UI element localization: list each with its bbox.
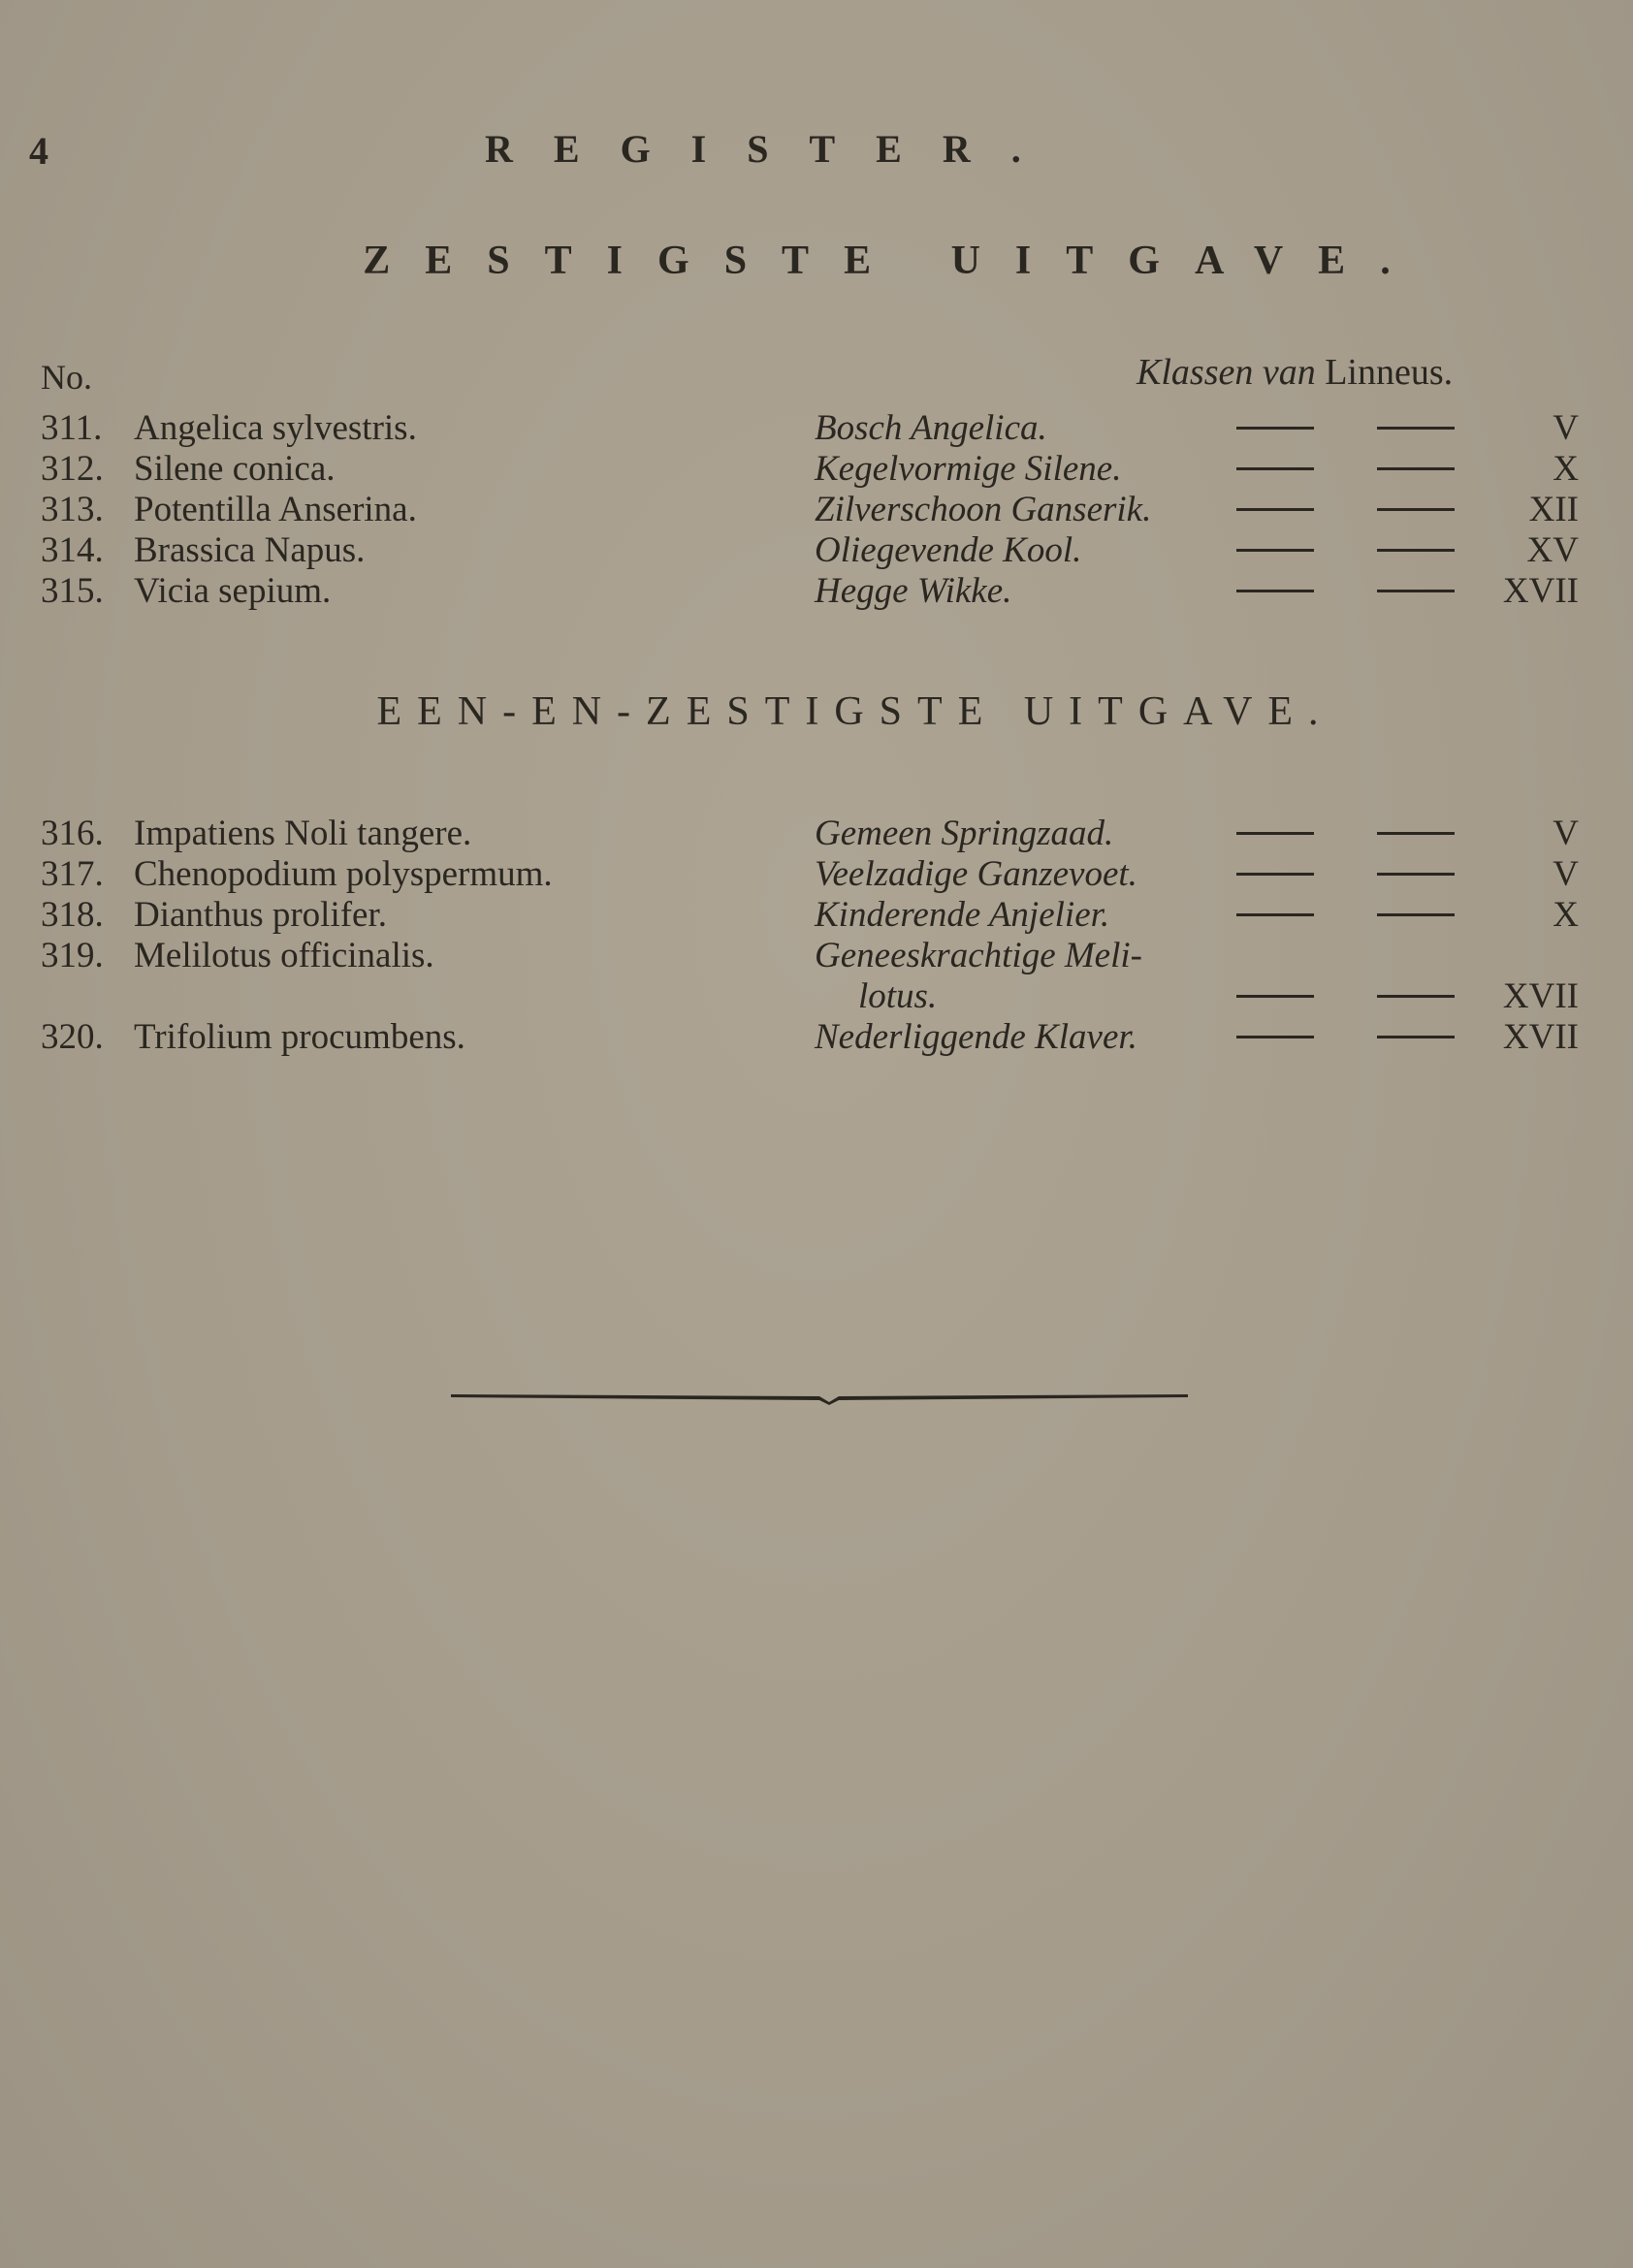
register-row <box>0 853 1633 894</box>
register-row <box>0 1016 1633 1057</box>
running-head: REGISTER. <box>485 127 1062 171</box>
dutch-name: Hegge Wikke. <box>815 571 1012 611</box>
entry-number: 314. <box>41 530 104 570</box>
latin-name: Impatiens Noli tangere. <box>134 814 472 853</box>
leader-dash <box>1236 1036 1314 1038</box>
linnaeus-class: XVII <box>1502 571 1579 611</box>
latin-name: Angelica sylvestris. <box>134 408 417 448</box>
entry-number: 317. <box>41 854 104 894</box>
register-row <box>0 529 1633 570</box>
end-ornament <box>451 1387 1188 1406</box>
latin-name: Vicia sepium. <box>134 571 332 611</box>
register-row <box>0 570 1633 611</box>
leader-dash <box>1236 913 1314 916</box>
section-title-zestigste: ZESTIGSTE UITGAVE. <box>363 239 1425 283</box>
latin-name: Trifolium procumbens. <box>134 1017 465 1057</box>
column-header-klassen <box>1137 351 1453 394</box>
entry-number: 320. <box>41 1017 104 1057</box>
linnaeus-class: XII <box>1528 490 1579 529</box>
latin-name: Potentilla Anserina. <box>134 490 417 529</box>
dutch-name: Nederliggende Klaver. <box>815 1017 1137 1057</box>
entry-number: 318. <box>41 895 104 935</box>
leader-dash <box>1236 508 1314 511</box>
leader-dash <box>1236 427 1314 430</box>
entry-number: 311. <box>41 408 103 448</box>
linnaeus-class: V <box>1553 408 1579 448</box>
register-row <box>0 489 1633 529</box>
dutch-name: Bosch Angelica. <box>815 408 1047 448</box>
linnaeus-class: V <box>1553 814 1579 853</box>
entry-number: 313. <box>41 490 104 529</box>
latin-name: Brassica Napus. <box>134 530 366 570</box>
linnaeus-class: XVII <box>1502 1017 1579 1057</box>
latin-name: Silene conica. <box>134 449 336 489</box>
register-row <box>0 448 1633 489</box>
leader-dash <box>1236 467 1314 470</box>
linnaeus-class: X <box>1553 895 1579 935</box>
register-row <box>0 407 1633 448</box>
entry-number: 319. <box>41 936 104 975</box>
dutch-name: Zilverschoon Ganserik. <box>815 490 1152 529</box>
register-row <box>0 894 1633 935</box>
column-header-number: No. <box>41 358 92 397</box>
linnaeus-class: XV <box>1526 530 1579 570</box>
leader-dash <box>1236 995 1314 998</box>
leader-dash <box>1236 873 1314 876</box>
latin-name: Chenopodium polyspermum. <box>134 854 553 894</box>
dutch-name: Gemeen Springzaad. <box>815 814 1114 853</box>
dutch-name: Kegelvormige Silene. <box>815 449 1122 489</box>
section-title-een-en-zestigste: EEN-EN-ZESTIGSTE UITGAVE. <box>376 689 1334 734</box>
dutch-name: Oliegevende Kool. <box>815 530 1082 570</box>
linnaeus-class: V <box>1553 854 1579 894</box>
register-row <box>0 935 1633 1016</box>
entry-number: 315. <box>41 571 104 611</box>
dutch-name: Kinderende Anjelier. <box>815 895 1110 935</box>
latin-name: Melilotus officinalis. <box>134 936 434 975</box>
column-header-klassen-italic: Klassen van <box>1137 352 1316 393</box>
linnaeus-class: XVII <box>1502 976 1579 1016</box>
dutch-name: Veelzadige Ganzevoet. <box>815 854 1137 894</box>
latin-name: Dianthus prolifer. <box>134 895 388 935</box>
leader-dash <box>1236 590 1314 592</box>
dutch-name: Geneeskrachtige Meli- <box>815 936 1142 975</box>
leader-dash <box>1236 549 1314 552</box>
register-row <box>0 813 1633 853</box>
entry-number: 316. <box>41 814 104 853</box>
column-header-linneus: Linneus. <box>1325 352 1454 393</box>
linnaeus-class: X <box>1553 449 1579 489</box>
dutch-name-continuation: lotus. <box>858 976 938 1016</box>
page-number: 4 <box>29 129 48 173</box>
leader-dash <box>1236 832 1314 835</box>
entry-number: 312. <box>41 449 104 489</box>
